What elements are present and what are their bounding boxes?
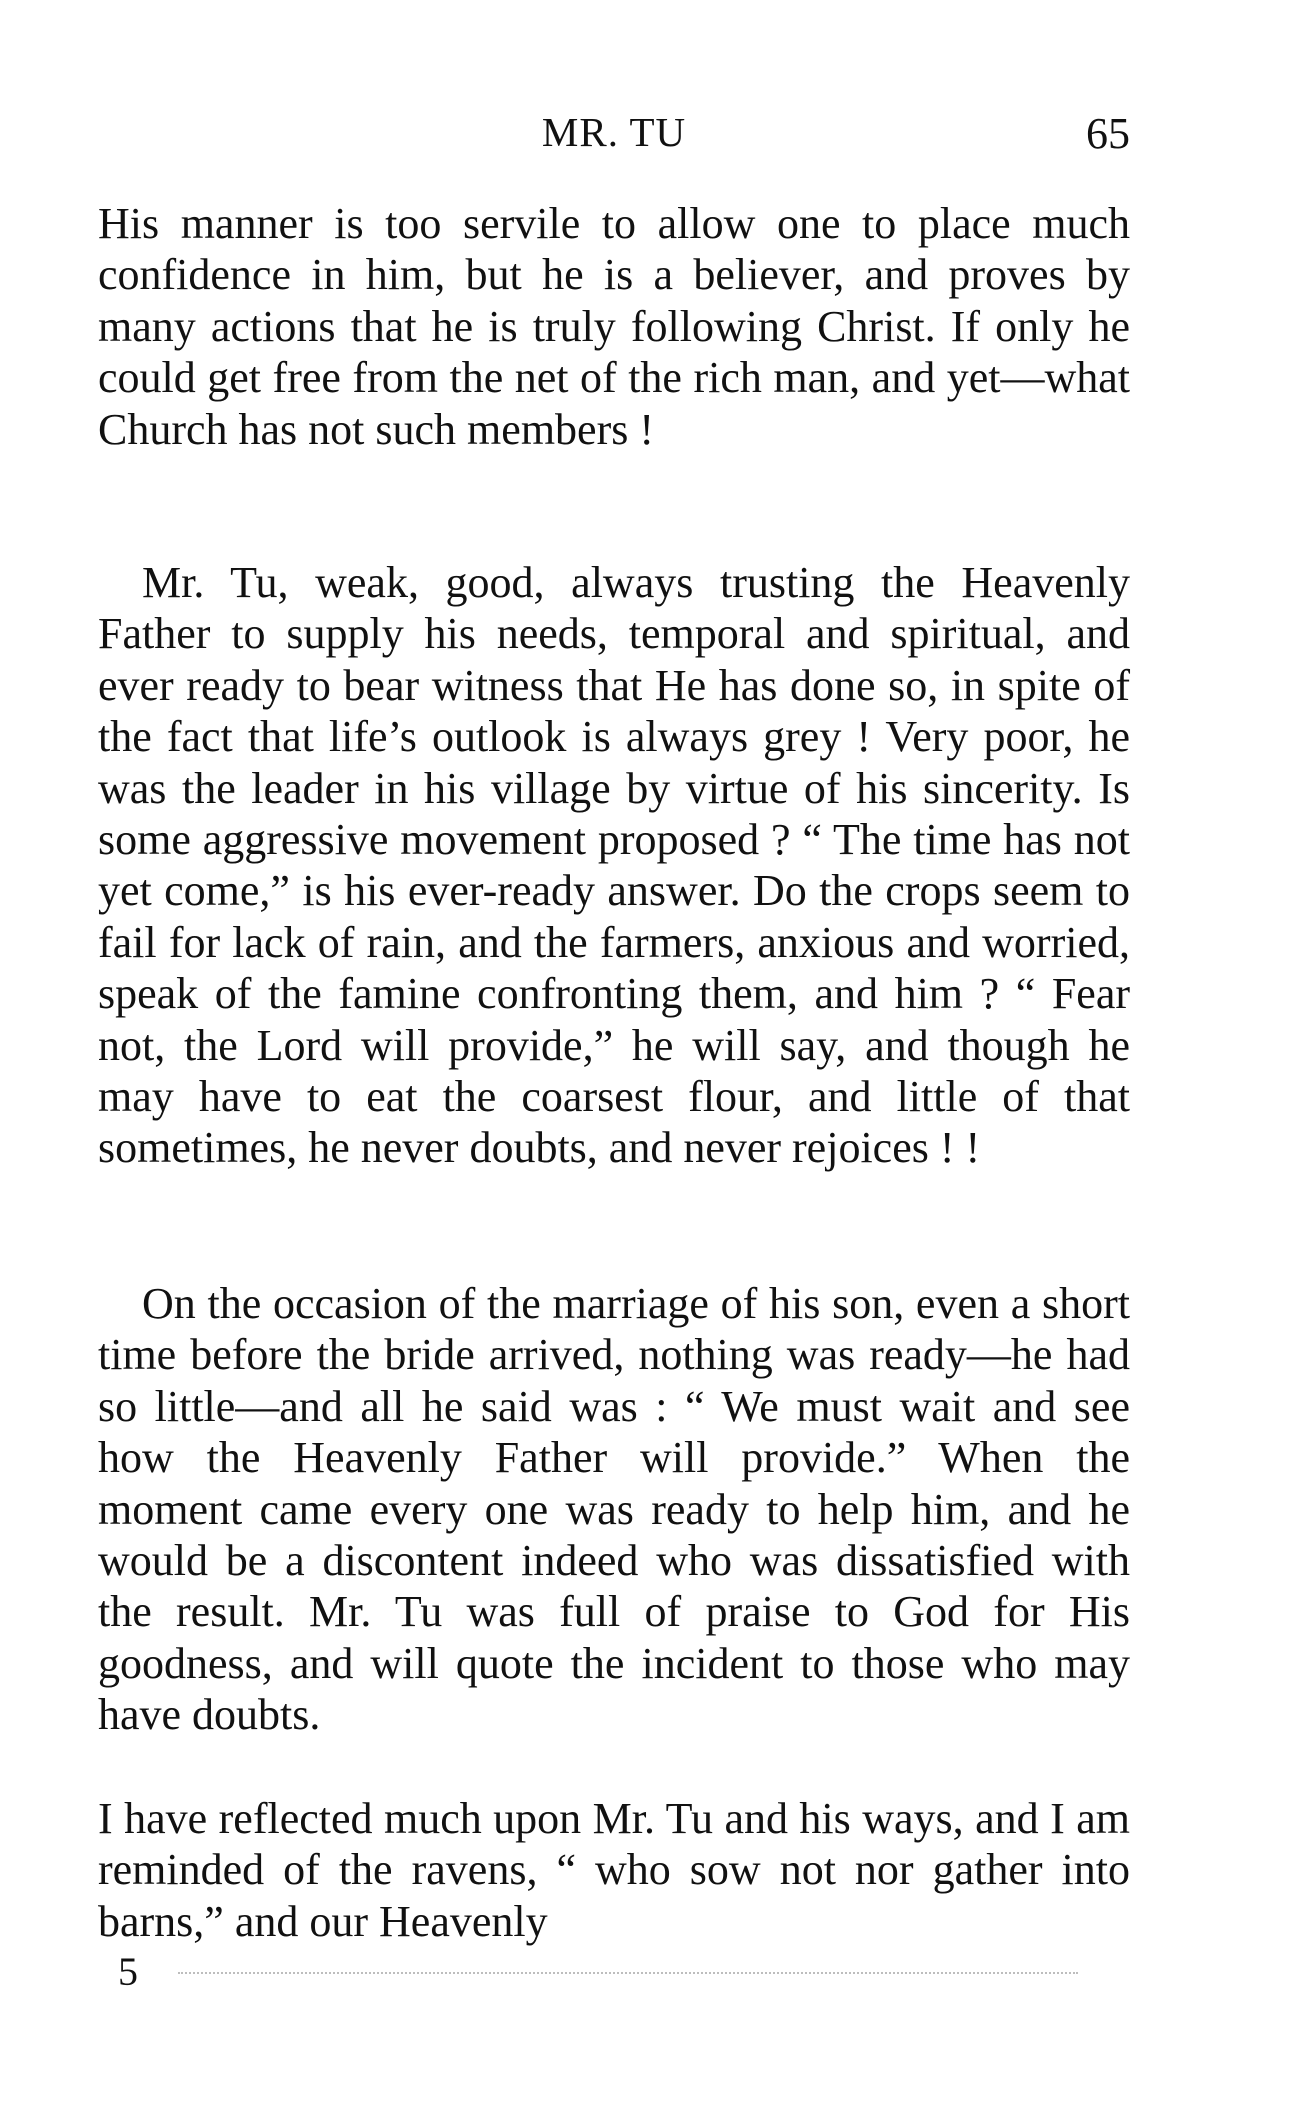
paragraph-4 — [98, 1793, 1130, 1947]
paragraph-text: I have reflected much upon Mr. Tu and his ways, and I am reminded of the ravens, “ who sow not nor gather into barns,” and our Heavenly — [98, 1794, 1130, 1946]
paragraph-text: His manner is too servile to allow one to place much confidence in him, but he is a believer, and proves by many actions that he is truly following Christ. If only he could get free from the net of the rich man, and yet—what Church has not such members ! — [98, 199, 1130, 454]
paragraph-1 — [98, 198, 1130, 455]
paragraph-2 — [98, 557, 1130, 1174]
running-head — [98, 108, 1130, 164]
paragraph-3 — [98, 1278, 1130, 1741]
paragraph-text: Mr. Tu, weak, good, always trusting the Heavenly Father to supply his needs, temporal and spiritual, and ever ready to bear witness that He has done so, in spite of the fact that life’s outlook is always grey ! Very poor, he was the leader in his village by virtue of his sincerity. Is some aggressive movement proposed ? “ The time has not yet come,” is his ever-ready answer. Do the crops seem to fail for lack of rain, and the farmers, anxious and worried, speak of the famine confronting them, and him ? “ Fear not, the Lord will provide,” he will say, and though he may have to eat the coarsest flour, and little of that sometimes, he never doubts, and never rejoices ! ! — [98, 558, 1130, 1173]
signature-mark: 5 — [118, 1949, 138, 1994]
faint-bleed-through-line — [178, 1972, 1078, 1976]
page-number: 65 — [1086, 109, 1130, 158]
paragraph-text: On the occasion of the marriage of his son, even a short time before the bride arrived, nothing was ready—he had so little—and all he said was : “ We must wait and see how the Heavenly Father will provide.” When the moment came every one was ready to help him, and he would be a discontent indeed who was dissatisfied with the result. Mr. Tu was full of praise to God for His goodness, and will quote the incident to those who may have doubts. — [98, 1279, 1130, 1740]
running-title: MR. TU — [541, 109, 687, 155]
